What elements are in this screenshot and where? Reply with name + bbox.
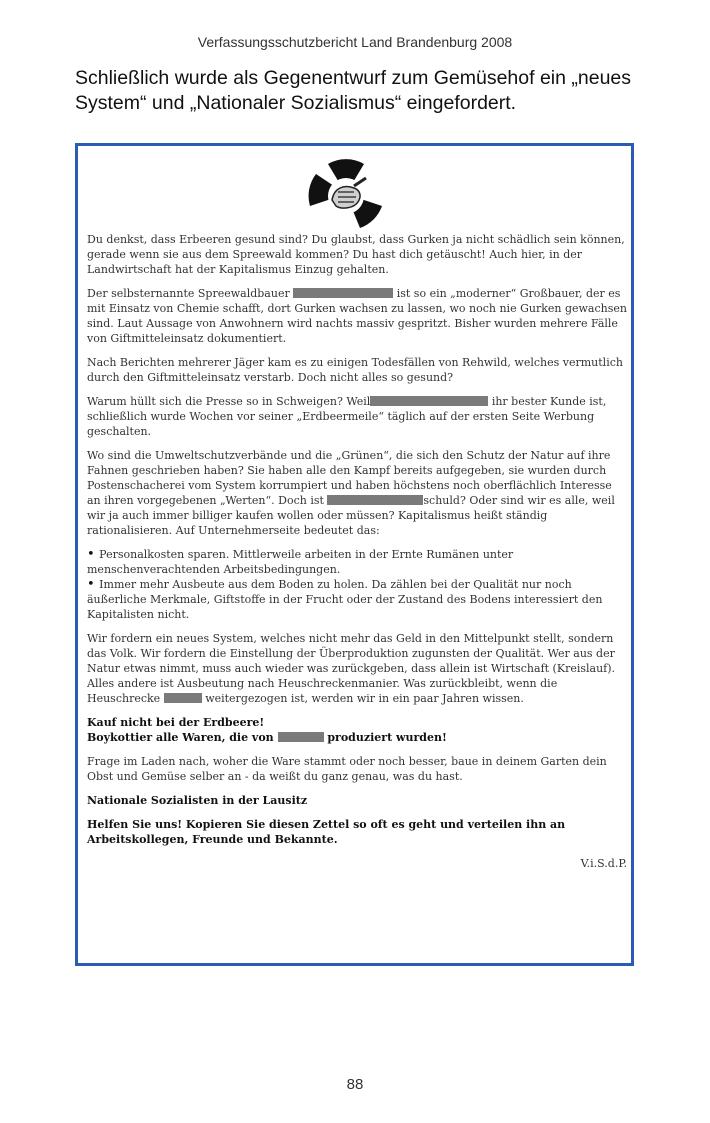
- leaflet-frame: [75, 143, 634, 966]
- bullet-item: • Personalkosten sparen. Mittlerweile arbeiten in der Ernte Rumänen unter menschenverachtenden Arbeitsbedingungen.: [87, 547, 514, 576]
- page-number: 88: [346, 1076, 364, 1093]
- bullet-list: [87, 547, 627, 622]
- redaction-bar: [370, 396, 488, 406]
- fist-on-radial-symbol-icon: [308, 156, 384, 232]
- paragraph-3: Nach Berichten mehrerer Jäger kam es zu einigen Todesfällen von Rehwild, welches vermutlich durch den Giftmitteleinsatz verstarb. Doch nicht alles so gesund?: [87, 356, 623, 384]
- redaction-bar: [293, 288, 393, 298]
- paragraph-4: Warum hüllt sich die Presse so in Schweigen? Weil ihr bester Kunde ist, schließlich wurde Wochen vor seiner „Erdbeermeile“ täglich auf der ersten Seite Werbung geschalten.: [87, 395, 607, 438]
- paragraph-2: Der selbsternannte Spreewaldbauer ist so ein „moderner“ Großbauer, der es mit Einsatz von Chemie schafft, dort Gurken wachsen zu lassen, wo noch nie Gurken gewachsen sind. Laut Aussage von Anwohnern wird nachts massiv gespritzt. Bisher wurden mehrere Fälle von Giftmitteleinsatz dokumentiert.: [87, 287, 627, 345]
- intro-statement: Schließlich wurde als Gegenentwurf zum Gemüsehof ein „neues System“ und „Nationaler Sozialismus“ eingefordert.: [75, 67, 632, 114]
- leaflet-text: [87, 232, 627, 871]
- boycott-call: Kauf nicht bei der Erdbeere! Boykottier alle Waren, die von produziert wurden!: [87, 716, 447, 744]
- bullet-item: • Immer mehr Ausbeute aus dem Boden zu holen. Da zählen bei der Qualität nur noch äußerliche Merkmale, Giftstoffe in der Frucht oder der Zustand des Bodens interessiert den Kapitalisten nicht.: [87, 577, 603, 621]
- paragraph-7: Frage im Laden nach, woher die Ware stammt oder noch besser, baue in deinem Garten dein Obst und Gemüse selber an - da weißt du ganz genau, was du hast.: [87, 755, 607, 783]
- redaction-bar: [164, 693, 202, 703]
- paragraph-6: Wir fordern ein neues System, welches nicht mehr das Geld in den Mittelpunkt stellt, sondern das Volk. Wir fordern die Einstellung der Überproduktion zugunsten der Qualität. Wer aus der Natur etwas nimmt, muss auch wieder was zurückgeben, dass allein ist Wirtschaft (Kreislauf). Alles andere ist Ausbeutung nach Heuschreckenmanier. Was zurückbleibt, wenn die Heuschrecke weitergezogen ist, werden wir in ein paar Jahren wissen.: [87, 632, 616, 705]
- redaction-bar: [278, 732, 324, 742]
- report-header: Verfassungsschutzbericht Land Brandenburg 2008: [197, 34, 513, 50]
- paragraph-5: Wo sind die Umweltschutzverbände und die „Grünen“, die sich den Schutz der Natur auf ihre Fahnen geschrieben haben? Sie haben alle den Kampf bereits aufgegeben, sie wurden durch Postenschacherei vom System korrumpiert und haben höchstens noch oberflächlich Interesse an ihren vorgegebenen „Werten“. Doch ist schuld? Oder sind wir es alle, weil wir ja auch immer billiger kaufen wollen oder müssen? Kapitalismus heißt ständig rationalisieren. Auf Unternehmerseite bedeutet das:: [87, 449, 615, 537]
- visdp-label: V.i.S.d.P.: [580, 857, 627, 870]
- redaction-bar: [327, 495, 423, 505]
- signature-group: Nationale Sozialisten in der Lausitz: [87, 794, 308, 807]
- copy-appeal: Helfen Sie uns! Kopieren Sie diesen Zettel so oft es geht und verteilen ihn an Arbeitskollegen, Freunde und Bekannte.: [87, 818, 566, 846]
- paragraph-1: Du denkst, dass Erbeeren gesund sind? Du glaubst, dass Gurken ja nicht schädlich sein können, gerade wenn sie aus dem Spreewald kommen? Du hast dich getäuscht! Auch hier, in der Landwirtschaft hat der Kapitalismus Einzug gehalten.: [87, 233, 625, 276]
